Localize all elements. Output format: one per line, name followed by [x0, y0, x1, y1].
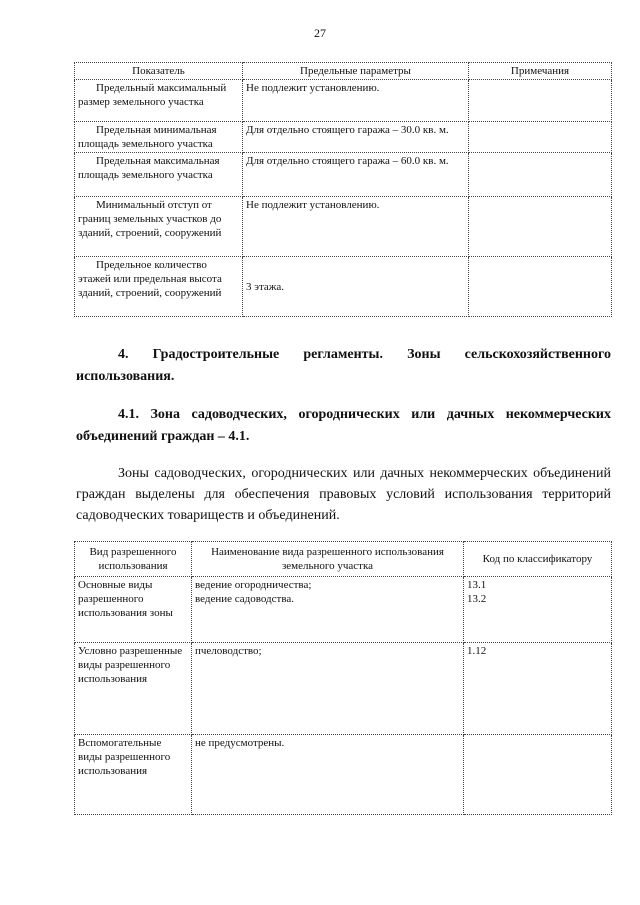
code-cell: 13.1 13.2 — [464, 577, 612, 643]
code-cell — [464, 735, 612, 815]
parameter-cell: Для отдельно стоящего гаража – 60.0 кв. м. — [243, 153, 469, 197]
section-4-heading: 4. Градостроительные регламенты. Зоны сельскохозяйственного использования. — [76, 347, 611, 384]
use-name-cell: ведение огородничества; ведение садоводства. — [192, 577, 464, 643]
zone-parameters-table — [74, 62, 612, 317]
section-paragraph: Зоны садоводческих, огороднических или дачных некоммерческих объединений граждан выделены для обеспечения правовых условий использования территорий садоводческих товариществ и объединений. — [76, 466, 611, 523]
table-row — [75, 735, 612, 815]
use-type-cell: Вспомогательные виды разрешенного использования — [75, 735, 192, 815]
indicator-cell: Предельная максимальная площадь земельного участка — [75, 153, 243, 197]
table-row — [75, 122, 612, 153]
parameter-cell: Для отдельно стоящего гаража – 30.0 кв. м. — [243, 122, 469, 153]
table-header-row — [75, 542, 612, 577]
notes-cell — [469, 197, 612, 257]
use-name-cell: пчеловодство; — [192, 643, 464, 735]
column-header: Код по классификатору — [464, 542, 612, 577]
column-header: Наименование вида разрешенного использования земельного участка — [192, 542, 464, 577]
table-row — [75, 643, 612, 735]
table-row — [75, 577, 612, 643]
indicator-cell: Предельное количество этажей или предельная высота зданий, строений, сооружений — [75, 257, 243, 317]
column-header: Предельные параметры — [243, 63, 469, 80]
indicator-cell: Предельная минимальная площадь земельного участка — [75, 122, 243, 153]
table-row — [75, 153, 612, 197]
indicator-cell: Минимальный отступ от границ земельных участков до зданий, строений, сооружений — [75, 197, 243, 257]
column-header: Показатель — [75, 63, 243, 80]
use-type-cell: Основные виды разрешенного использования зоны — [75, 577, 192, 643]
notes-cell — [469, 80, 612, 122]
parameter-cell: Не подлежит установлению. — [243, 80, 469, 122]
table-row — [75, 197, 612, 257]
permitted-use-table — [74, 541, 612, 815]
parameter-cell: 3 этажа. — [243, 257, 469, 317]
table-header-row — [75, 63, 612, 80]
indicator-cell: Предельный максимальный размер земельного участка — [75, 80, 243, 122]
table-row — [75, 80, 612, 122]
column-header: Вид разрешенного использования — [75, 542, 192, 577]
use-name-cell: не предусмотрены. — [192, 735, 464, 815]
column-header: Примечания — [469, 63, 612, 80]
notes-cell — [469, 153, 612, 197]
code-cell: 1.12 — [464, 643, 612, 735]
use-type-cell: Условно разрешенные виды разрешенного использования — [75, 643, 192, 735]
section-4-1-heading: 4.1. Зона садоводческих, огороднических или дачных некоммерческих объединений граждан – 4.1. — [76, 407, 611, 444]
notes-cell — [469, 122, 612, 153]
parameter-cell: Не подлежит установлению. — [243, 197, 469, 257]
page-number: 27 — [314, 26, 326, 40]
table-row — [75, 257, 612, 317]
notes-cell — [469, 257, 612, 317]
